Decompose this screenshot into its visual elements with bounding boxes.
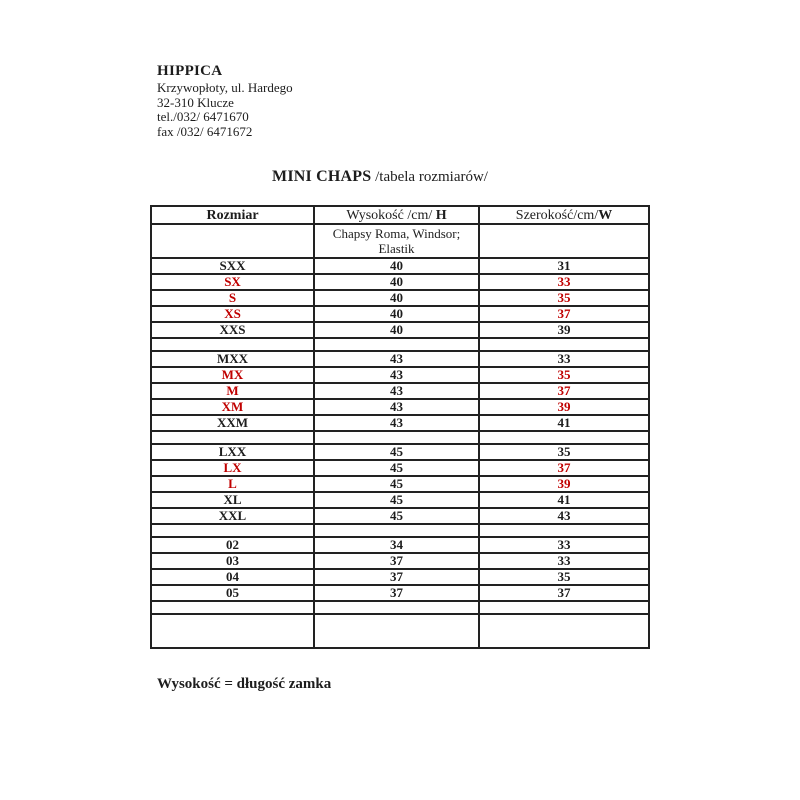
size-row-XS [151, 306, 649, 322]
size-cell: 05 [151, 585, 314, 601]
size-cell: M [151, 383, 314, 399]
column-header-wysokosc-label: Wysokość /cm/ [346, 207, 436, 223]
size-cell: SXX [151, 258, 314, 274]
size-cell: LX [151, 460, 314, 476]
size-cell: L [151, 476, 314, 492]
size-row-XXS [151, 322, 649, 338]
empty-cell [314, 614, 479, 648]
size-cell: MXX [151, 351, 314, 367]
size-row-MX [151, 367, 649, 383]
height-cell: 37 [314, 569, 479, 585]
empty-cell [151, 224, 314, 258]
width-cell: 39 [479, 399, 649, 415]
column-header-wysokosc [314, 206, 479, 224]
empty-cell [479, 524, 649, 537]
width-cell: 37 [479, 460, 649, 476]
empty-cell [479, 614, 649, 648]
height-cell: 43 [314, 351, 479, 367]
size-cell: XM [151, 399, 314, 415]
height-cell: 40 [314, 290, 479, 306]
size-cell: XXL [151, 508, 314, 524]
size-row-02 [151, 537, 649, 553]
height-cell: 37 [314, 585, 479, 601]
height-cell: 37 [314, 553, 479, 569]
width-cell: 43 [479, 508, 649, 524]
size-cell: LXX [151, 444, 314, 460]
size-row-XL [151, 492, 649, 508]
width-cell: 33 [479, 537, 649, 553]
empty-cell [479, 224, 649, 258]
width-cell: 37 [479, 306, 649, 322]
table-subheader-row [151, 224, 649, 258]
width-cell: 35 [479, 290, 649, 306]
empty-cell [314, 524, 479, 537]
size-cell: 03 [151, 553, 314, 569]
company-address-city: 32-310 Klucze [157, 94, 234, 110]
size-table [150, 205, 650, 649]
size-cell: XL [151, 492, 314, 508]
empty-cell [479, 601, 649, 614]
size-cell: 04 [151, 569, 314, 585]
company-block [157, 62, 293, 139]
width-cell: 39 [479, 476, 649, 492]
size-row-LXX [151, 444, 649, 460]
size-row-XXM [151, 415, 649, 431]
size-row-05 [151, 585, 649, 601]
subheader-models-line1: Chapsy Roma, Windsor; [332, 226, 461, 241]
size-cell: MX [151, 367, 314, 383]
height-cell: 45 [314, 492, 479, 508]
height-cell: 43 [314, 383, 479, 399]
spacer-row [151, 338, 649, 351]
spacer-row [151, 524, 649, 537]
empty-cell [314, 601, 479, 614]
size-cell: XXS [151, 322, 314, 338]
size-row-XXL [151, 508, 649, 524]
height-cell: 43 [314, 399, 479, 415]
size-row-M [151, 383, 649, 399]
size-row-S [151, 290, 649, 306]
page-title [150, 168, 610, 186]
width-cell: 35 [479, 569, 649, 585]
subheader-models-cell [314, 224, 479, 258]
height-cell: 40 [314, 258, 479, 274]
height-cell: 45 [314, 508, 479, 524]
width-cell: 37 [479, 383, 649, 399]
empty-row-tall [151, 614, 649, 648]
spacer-row [151, 601, 649, 614]
size-row-L [151, 476, 649, 492]
size-cell: SX [151, 274, 314, 290]
width-cell: 35 [479, 367, 649, 383]
company-address-street: Krzywopłoty, ul. Hardego [157, 80, 293, 95]
height-cell: 45 [314, 460, 479, 476]
height-cell: 45 [314, 476, 479, 492]
subheader-models-line2: Elastik [378, 241, 415, 256]
width-cell: 35 [479, 444, 649, 460]
height-cell: 43 [314, 367, 479, 383]
width-cell: 39 [479, 322, 649, 338]
width-cell: 33 [479, 274, 649, 290]
company-fax: fax /032/ 6471672 [157, 123, 253, 139]
height-cell: 34 [314, 537, 479, 553]
footer-note: Wysokość = długość zamka [157, 676, 332, 692]
height-cell: 40 [314, 274, 479, 290]
empty-cell [314, 431, 479, 444]
width-cell: 33 [479, 351, 649, 367]
width-cell: 37 [479, 585, 649, 601]
column-header-szerokosc [479, 206, 649, 224]
height-cell: 40 [314, 322, 479, 338]
size-row-MXX [151, 351, 649, 367]
size-row-SXX [151, 258, 649, 274]
size-cell: XS [151, 306, 314, 322]
size-cell: S [151, 290, 314, 306]
empty-cell [151, 431, 314, 444]
size-row-04 [151, 569, 649, 585]
empty-cell [151, 524, 314, 537]
empty-cell [314, 338, 479, 351]
spacer-row [151, 431, 649, 444]
page-title-suffix: /tabela rozmiarów/ [371, 169, 488, 185]
page-title-main: MINI CHAPS [272, 168, 372, 185]
height-cell: 43 [314, 415, 479, 431]
empty-cell [479, 338, 649, 351]
empty-cell [151, 601, 314, 614]
size-row-XM [151, 399, 649, 415]
company-phone: tel./032/ 6471670 [157, 109, 249, 124]
size-row-LX [151, 460, 649, 476]
table-header-row [151, 206, 649, 224]
size-table-body [151, 258, 649, 648]
size-row-03 [151, 553, 649, 569]
empty-cell [151, 338, 314, 351]
height-cell: 45 [314, 444, 479, 460]
size-row-SX [151, 274, 649, 290]
column-header-rozmiar: Rozmiar [151, 206, 314, 224]
column-header-szerokosc-label: Szerokość/cm/ [515, 207, 599, 223]
width-cell: 41 [479, 415, 649, 431]
company-name: HIPPICA [157, 63, 223, 79]
width-cell: 33 [479, 553, 649, 569]
width-cell: 41 [479, 492, 649, 508]
width-cell: 31 [479, 258, 649, 274]
size-cell: 02 [151, 537, 314, 553]
column-header-wysokosc-symbol: H [435, 207, 447, 223]
size-cell: XXM [151, 415, 314, 431]
empty-cell [479, 431, 649, 444]
empty-cell [151, 614, 314, 648]
height-cell: 40 [314, 306, 479, 322]
column-header-szerokosc-symbol: W [598, 207, 613, 223]
